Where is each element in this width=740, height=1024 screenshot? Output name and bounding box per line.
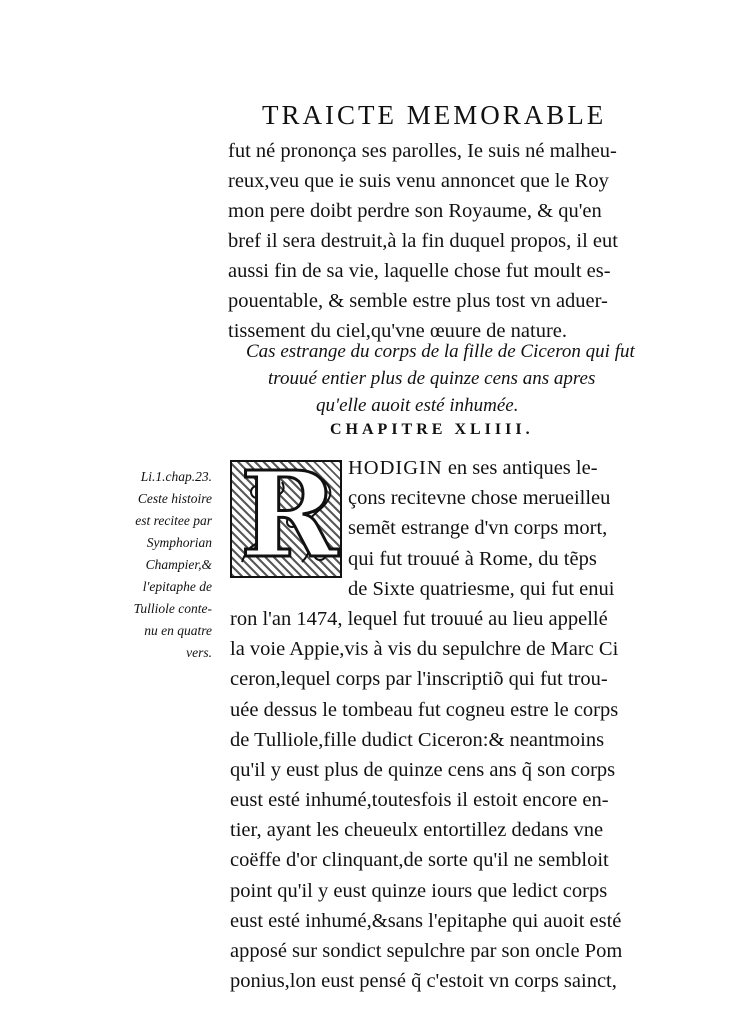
body-line: tier, ayant les cheueulx entortillez dedans vne [230, 819, 604, 842]
body-line: uée dessus le tombeau fut cogneu estre le corps [230, 698, 619, 721]
body-line: eust esté inhumé,toutesfois il estoit encore en- [230, 789, 609, 812]
heading-line: qu'elle auoit esté inhumée. [316, 395, 519, 416]
body-line: çons recitevne chose merueilleu [348, 487, 611, 510]
margin-note [104, 466, 212, 664]
margin-note-line: nu en quatre [144, 623, 212, 638]
body-line: apposé sur sondict sepulchre par son oncle Pom [230, 940, 623, 962]
text-line: bref il sera destruit,à la fin duquel propos, il eut [228, 230, 618, 252]
initial-letter: R [240, 445, 339, 584]
margin-note-line: Champier,& [145, 557, 212, 572]
body-line: point qu'il y eust quinze iours que ledict corps [230, 879, 608, 902]
margin-note-line: Symphorian [146, 535, 212, 550]
running-head: TRAICTE MEMORABLE [262, 100, 607, 130]
heading-line: trouué entier plus de quinze cens ans apres [268, 368, 596, 389]
text-line: fut né prononça ses parolles, Ie suis né malheu- [228, 140, 617, 162]
margin-note-line: Ceste histoire [137, 491, 212, 506]
margin-note-line: Li.1.chap.23. [140, 469, 212, 484]
body-paragraph [230, 445, 650, 996]
text-line: mon pere doibt perdre son Royaume, & qu'en [228, 200, 602, 222]
body-line [230, 453, 650, 483]
margin-note-line: Tulliole conte- [133, 601, 212, 616]
text-line: pouentable, & semble estre plus tost vn aduer- [228, 290, 608, 312]
chapter-label: CHAPITRE XLIIII. [330, 421, 534, 438]
body-line: ponius,lon eust pensé q̃ c'estoit vn corps sainct, [230, 970, 617, 993]
text-line: reux,veu que ie suis venu annoncet que le Roy [228, 170, 609, 192]
body-line: qui fut trouué à Rome, du tẽps [348, 547, 597, 570]
body-line: de Sixte quatriesme, qui fut enui [348, 577, 615, 600]
margin-note-line: est recitee par [135, 513, 212, 528]
top-paragraph [228, 136, 620, 346]
body-line: eust esté inhumé,&sans l'epitaphe qui auoit esté [230, 909, 622, 932]
body-line: ron l'an 1474, lequel fut trouué au lieu appellé [230, 607, 608, 630]
margin-note-line: vers. [186, 645, 212, 660]
heading-line: Cas estrange du corps de la fille de Ciceron qui fut [246, 341, 635, 362]
body-line: de Tulliole,fille dudict Ciceron:& neantmoins [230, 728, 605, 751]
first-line-rest: en ses antiques le- [442, 457, 598, 479]
body-line: coëffe d'or clinquant,de sorte qu'il ne sembloit [230, 849, 609, 872]
body-line: la voie Appie,vis à vis du sepulchre de Marc Ci [230, 638, 619, 661]
body-line: qu'il y eust plus de quinze cens ans q̃ son corps [230, 758, 616, 781]
body-line: semẽt estrange d'vn corps mort, [348, 517, 608, 540]
text-line: aussi fin de sa vie, laquelle chose fut moult es- [228, 260, 611, 282]
margin-note-line: l'epitaphe de [142, 579, 212, 594]
chapter-heading [236, 338, 636, 439]
body-line: ceron,lequel corps par l'inscriptiõ qui fut trou- [230, 668, 608, 691]
first-word-caps: HODIGIN [348, 457, 443, 479]
text-line: tissement du ciel,qu'vne œuure de nature. [228, 320, 567, 342]
